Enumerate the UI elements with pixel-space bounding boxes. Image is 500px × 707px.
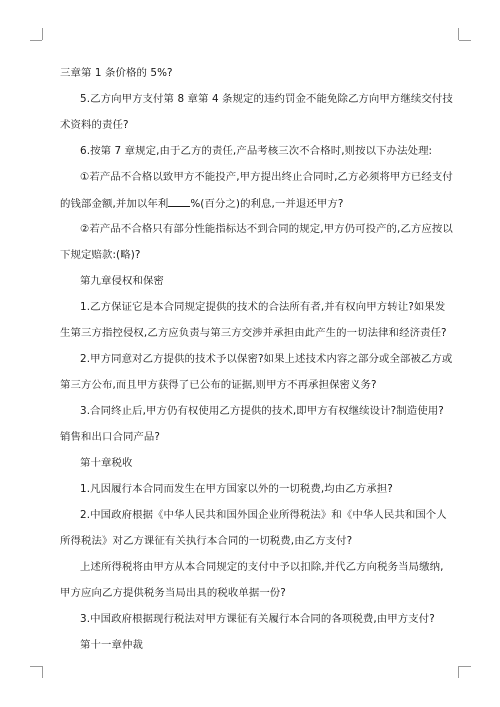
crop-mark-top-right-horizontal [459, 40, 471, 41]
text-line: 6.按第 7 章规定,由于乙方的责任,产品考核三次不合格时,则按以下办法处理: [80, 145, 433, 157]
text-line: 术资料的责任? [60, 119, 129, 131]
text-line: ①若产品不合格以致甲方不能投产,甲方提出终止合同时,乙方必须将甲方已经支付 [80, 171, 453, 183]
text-line: 2.甲方同意对乙方提供的技术予以保密?如果上述技术内容之部分或全部被乙方或 [80, 353, 453, 365]
text-line: 1.乙方保证它是本合同规定提供的技术的合法所有者,并有权向甲方转让?如果发 [80, 301, 446, 313]
text-line: 2.中国政府根据《中华人民共和国外国企业所得税法》和《中华人民共和国个人 [80, 509, 447, 521]
text-line: 第三方公布,而且甲方获得了已公布的证据,则甲方不再承担保密义务? [60, 379, 377, 391]
text-line: 上述所得税将由甲方从本合同规定的支付中予以扣除,并代乙方向税务当局缴纳, [80, 561, 444, 573]
text-segment: 的钱部金额,并加以年利 [60, 198, 169, 210]
text-line: 3.中国政府根据现行税法对甲方课征有关履行本合同的各项税费,由甲方支付? [80, 613, 435, 625]
text-line: 生第三方指控侵权,乙方应负责与第三方交涉并承担由此产生的一切法律和经济责任? [60, 327, 447, 339]
crop-mark-bottom-right-horizontal [459, 666, 471, 667]
text-line: 销售和出口合同产品? [60, 431, 161, 443]
crop-mark-bottom-left-horizontal [30, 666, 42, 667]
crop-mark-bottom-left-vertical [42, 666, 43, 678]
chapter-heading: 第十章税收 [80, 457, 133, 469]
blank-fill-line [168, 197, 190, 207]
text-line-with-blank [60, 197, 344, 211]
text-line: 5.乙方向甲方支付第 8 章第 4 条规定的违约罚金不能免除乙方向甲方继续交付技 [80, 93, 453, 105]
crop-mark-top-left-vertical [42, 28, 43, 40]
text-line: 所得税法》对乙方课征有关执行本合同的一切税费,由乙方支付? [60, 535, 353, 547]
text-line: 下规定赔款:(略)? [60, 249, 141, 261]
text-segment: %(百分之)的利息,一并退还甲方? [190, 198, 344, 210]
text-line: ②若产品不合格只有部分性能指标达不到合同的规定,甲方仍可投产的,乙方应按以 [80, 223, 453, 235]
crop-mark-top-right-vertical [458, 28, 459, 40]
chapter-heading: 第九章侵权和保密 [80, 275, 164, 287]
text-line: 甲方应向乙方提供税务当局出具的税收单据一份? [60, 587, 286, 599]
crop-mark-top-left-horizontal [30, 40, 42, 41]
text-line: 3.合同终止后,甲方仍有权使用乙方提供的技术,即甲方有权继续设计?制造使用? [80, 405, 444, 417]
crop-mark-bottom-right-vertical [458, 666, 459, 678]
chapter-heading: 第十一章仲裁 [80, 639, 143, 651]
text-line: 1.凡因履行本合同而发生在甲方国家以外的一切税费,均由乙方承担? [80, 483, 393, 495]
text-line: 三章第 1 条价格的 5%? [60, 67, 173, 79]
